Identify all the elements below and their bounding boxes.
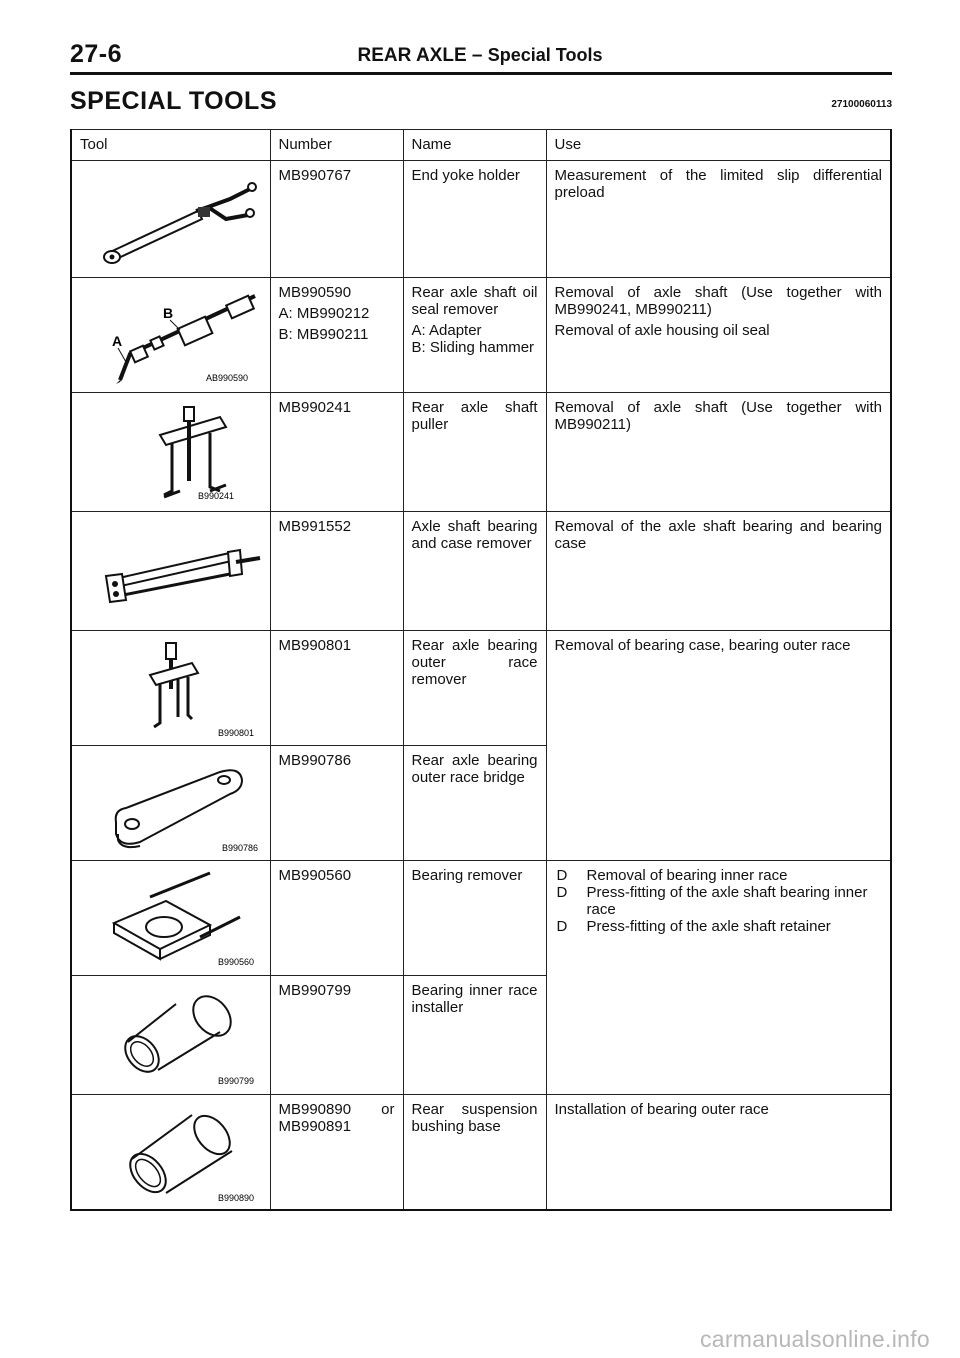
tool-name: Axle shaft bearing and case remover (411, 518, 538, 552)
end-yoke-holder-drawing (80, 167, 270, 277)
column-header-use: Use (546, 130, 891, 161)
page-number: 27-6 (70, 40, 123, 68)
section-code: 27100060113 (831, 99, 892, 110)
tool-number: MB990799 (278, 982, 352, 999)
label-a: A (112, 333, 123, 349)
tool-use-list (555, 867, 883, 935)
image-label: B990799 (218, 1076, 255, 1086)
tool-use-2: Removal of axle housing oil seal (554, 322, 770, 339)
bearing-case-remover-drawing (80, 518, 270, 630)
tool-name: End yoke holder (411, 167, 520, 184)
bearing-remover-drawing (80, 867, 270, 975)
table-header-row (71, 130, 891, 161)
special-tools-table (70, 129, 892, 1211)
image-label: B990786 (222, 843, 259, 853)
tool-use: Removal of the axle shaft bearing and bearing case (554, 518, 882, 552)
outer-race-bridge-drawing (80, 752, 270, 860)
table-row (71, 278, 891, 393)
watermark: carmanualsonline.info (699, 1326, 930, 1352)
tool-illustration (71, 861, 270, 976)
tool-name: Rear axle shaft puller (411, 399, 538, 433)
tool-name-a: A: Adapter (411, 322, 482, 339)
tool-name: Rear axle bearing outer race remover (411, 637, 538, 688)
tool-number: MB990801 (278, 637, 352, 654)
tool-name: Rear axle shaft oil seal remover (411, 284, 538, 318)
tool-number: MB990890 or MB990891 (278, 1101, 395, 1135)
tool-name: Rear suspension bushing base (411, 1101, 538, 1135)
column-header-name: Name (403, 130, 546, 161)
list-item: D Press-fitting of the axle shaft bearing inner race (556, 884, 868, 918)
image-label: B990560 (218, 957, 255, 967)
table-row (71, 631, 891, 746)
table-row (71, 1095, 891, 1211)
column-header-number: Number (270, 130, 403, 161)
tool-number: MB990241 (278, 399, 352, 416)
header-rule (70, 72, 892, 75)
bushing-base-drawing (80, 1101, 270, 1209)
tool-name: Bearing remover (411, 867, 523, 884)
shaft-puller-drawing (80, 399, 270, 511)
tool-number-a: A: MB990212 (278, 305, 370, 322)
running-title-subsection: Special Tools (487, 45, 603, 65)
tool-use: Removal of axle shaft (Use together with MB990241, MB990211) (554, 284, 882, 318)
tool-number-b: B: MB990211 (278, 326, 369, 343)
tool-use: Removal of bearing case, bearing outer race (554, 637, 851, 654)
image-label: AB990590 (206, 373, 249, 383)
inner-race-installer-drawing (80, 982, 270, 1094)
tool-illustration (71, 393, 270, 512)
tool-illustration (71, 746, 270, 861)
tool-illustration (71, 631, 270, 746)
tool-number: MB990560 (278, 867, 352, 884)
tool-name: Rear axle bearing outer race bridge (411, 752, 538, 786)
image-label: B990890 (218, 1193, 255, 1203)
tool-illustration (71, 1095, 270, 1211)
tool-illustration (71, 976, 270, 1095)
table-row (71, 393, 891, 512)
tool-name-b: B: Sliding hammer (411, 339, 535, 356)
tool-number: MB990786 (278, 752, 352, 769)
running-title (0, 45, 960, 67)
tool-number: MB990767 (278, 167, 352, 184)
table-row (71, 512, 891, 631)
image-label: B990801 (218, 728, 255, 738)
tool-illustration (71, 512, 270, 631)
table-row (71, 161, 891, 278)
label-b: B (163, 305, 174, 321)
tool-illustration (71, 161, 270, 278)
running-title-section: REAR AXLE (357, 45, 467, 66)
list-item: D Press-fitting of the axle shaft retainer (556, 918, 831, 935)
tool-illustration (71, 278, 270, 393)
tool-number: MB990590 (278, 284, 352, 301)
tool-number: MB991552 (278, 518, 352, 535)
outer-race-remover-drawing (80, 637, 270, 745)
tool-name: Bearing inner race installer (411, 982, 538, 1016)
image-label: B990241 (198, 491, 235, 501)
tool-use: Measurement of the limited slip differential preload (554, 167, 882, 201)
tool-use: Removal of axle shaft (Use together with MB990211) (554, 399, 882, 433)
column-header-tool: Tool (71, 130, 270, 161)
table-row (71, 861, 891, 976)
sliding-hammer-drawing (80, 284, 270, 392)
section-title: SPECIAL TOOLS (70, 87, 278, 115)
running-title-separator: – (471, 45, 483, 66)
list-item: D Removal of bearing inner race (556, 867, 788, 884)
tool-use: Installation of bearing outer race (554, 1101, 769, 1118)
